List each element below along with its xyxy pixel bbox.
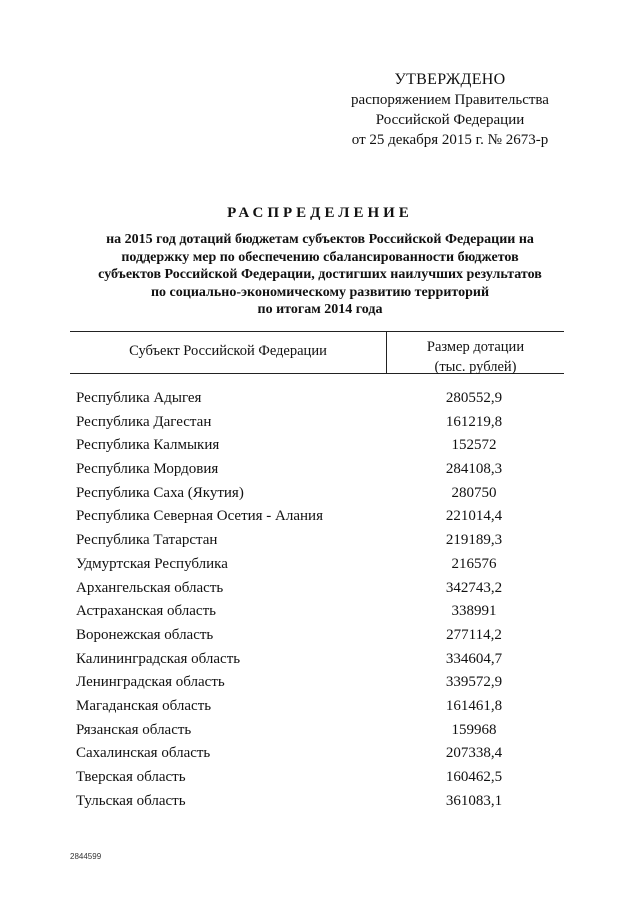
subsidy-amount: 219189,3 <box>445 532 503 549</box>
subject-name: Архангельская область <box>76 579 224 596</box>
column-header-amount <box>388 337 563 377</box>
table-top-rule <box>70 331 564 332</box>
table-row <box>76 769 566 793</box>
subtitle-line-2: поддержку мер по обеспечению сбалансированности бюджетов <box>121 249 519 265</box>
table-row <box>76 651 566 675</box>
table-row <box>76 437 566 461</box>
table-row <box>76 508 566 532</box>
subject-name: Республика Татарстан <box>76 532 218 549</box>
document-title: РАСПРЕДЕЛЕНИЕ <box>227 205 413 221</box>
subsidy-amount: 207338,4 <box>445 745 503 762</box>
subsidy-amount: 342743,2 <box>445 579 503 596</box>
subsidy-amount: 152572 <box>451 437 497 454</box>
subject-name: Республика Адыгея <box>76 390 202 406</box>
subsidy-amount: 160462,5 <box>445 769 503 785</box>
subsidy-amount: 161461,8 <box>445 697 503 714</box>
table-row <box>76 793 566 817</box>
subtitle-line-3: субъектов Российской Федерации, достигших наилучших результатов <box>98 267 542 282</box>
document-subtitle <box>70 231 570 319</box>
subsidy-amount: 159968 <box>451 721 497 738</box>
document-number: 2844599 <box>70 852 102 861</box>
subject-name: Магаданская область <box>76 697 212 714</box>
subject-name: Калининградская область <box>76 650 241 667</box>
table-row <box>76 603 566 627</box>
subject-name: Республика Саха (Якутия) <box>76 484 244 501</box>
table-row <box>76 627 566 651</box>
subsidy-amount: 284108,3 <box>445 461 503 478</box>
table-row <box>76 698 566 722</box>
subject-name: Республика Калмыкия <box>76 437 220 454</box>
approval-line-2: Российской Федерации <box>375 112 525 128</box>
subtitle-line-5: по итогам 2014 года <box>257 302 383 317</box>
approval-line-3: от 25 декабря 2015 г. № 2673-р <box>351 132 549 148</box>
table-row <box>76 674 566 698</box>
subject-name: Воронежская область <box>76 626 214 643</box>
subject-name: Тульская область <box>76 792 186 809</box>
subsidy-amount: 361083,1 <box>445 792 503 809</box>
table-row <box>76 580 566 604</box>
approval-heading: УТВЕРЖДЕНО <box>394 71 506 88</box>
column-header-amount-line-1: Размер дотации <box>426 339 525 355</box>
table-row <box>76 414 566 438</box>
column-header-amount-line-2: (тыс. рублей) <box>434 359 517 375</box>
table-row <box>76 390 566 414</box>
subject-name: Тверская область <box>76 769 186 785</box>
subsidy-amount: 338991 <box>451 603 497 620</box>
table-row <box>76 722 566 746</box>
subsidy-amount: 280750 <box>451 484 497 501</box>
subsidy-amount: 339572,9 <box>445 674 503 691</box>
subsidy-amount: 216576 <box>451 555 497 572</box>
table-header-divider <box>386 331 387 374</box>
subsidy-amount: 334604,7 <box>445 650 503 667</box>
table-row <box>76 461 566 485</box>
subject-name: Сахалинская область <box>76 745 211 762</box>
table-row <box>76 532 566 556</box>
subtitle-line-1: на 2015 год дотаций бюджетам субъектов Российской Федерации на <box>106 232 534 247</box>
approval-line-1: распоряжением Правительства <box>351 92 549 108</box>
subsidy-amount: 277114,2 <box>446 626 502 643</box>
table-row <box>76 485 566 509</box>
subtitle-line-4: по социально-экономическому развитию территорий <box>150 284 490 300</box>
subject-name: Удмуртская Республика <box>76 555 228 572</box>
subsidy-amount: 280552,9 <box>445 390 503 406</box>
subject-name: Республика Северная Осетия - Алания <box>76 508 323 525</box>
approval-block <box>330 70 570 150</box>
table-row <box>76 556 566 580</box>
subject-name: Астраханская область <box>76 603 216 620</box>
subject-name: Республика Мордовия <box>76 461 219 478</box>
column-header-subject: Субъект Российской Федерации <box>129 343 327 359</box>
subsidy-amount: 161219,8 <box>445 413 503 430</box>
table-row <box>76 745 566 769</box>
subject-name: Республика Дагестан <box>76 413 212 430</box>
subject-name: Ленинградская область <box>76 674 225 691</box>
table-body <box>76 390 566 816</box>
subject-name: Рязанская область <box>76 721 192 738</box>
subsidy-amount: 221014,4 <box>445 508 503 525</box>
